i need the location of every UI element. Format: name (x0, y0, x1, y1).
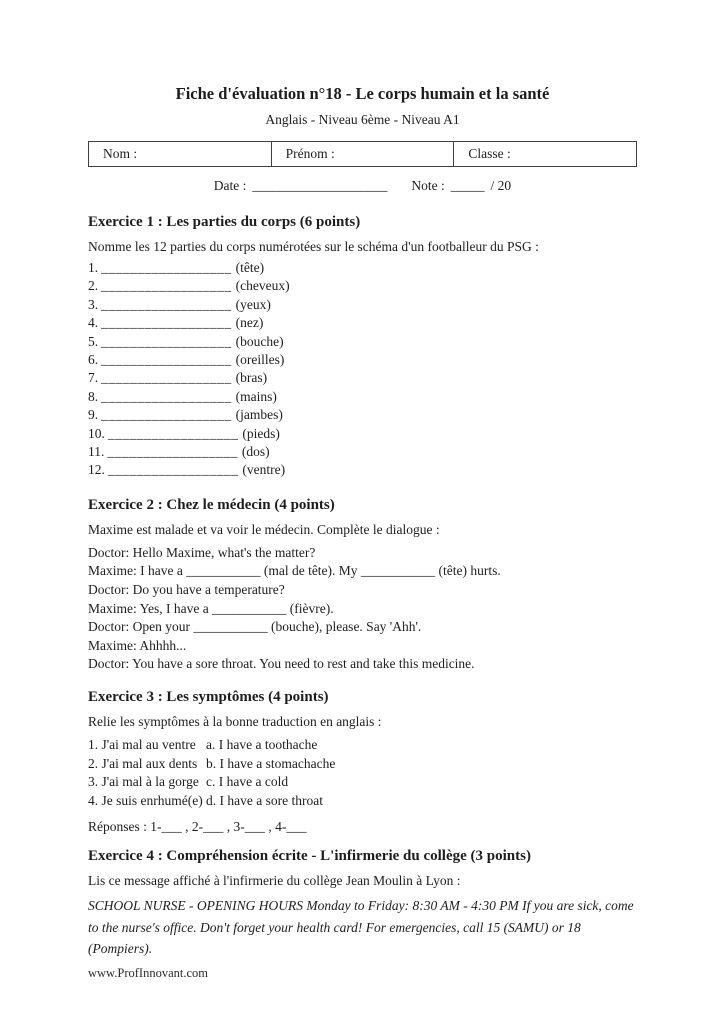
answer-blank: __________________ (107, 425, 239, 441)
answer-blank: __________________ (101, 296, 232, 312)
exercise2-intro: Maxime est malade et va voir le médecin. Complète le dialogue : (88, 521, 440, 537)
answer-blank: __________________ (107, 444, 238, 460)
footer-url: www.ProfInnovant.com (88, 966, 209, 980)
match-pair-row (88, 736, 637, 755)
item-number: 4. (88, 315, 99, 331)
exercise4-heading: Exercice 4 : Compréhension écrite - L'infirmerie du collège (3 points) (88, 848, 531, 865)
item-number: 12. (88, 462, 105, 478)
matching-list (88, 736, 637, 810)
item-number: 10. (88, 425, 105, 441)
exercise3-intro: Relie les symptômes à la bonne traduction en anglais : (88, 714, 382, 730)
firstname-field: Prénom : (271, 142, 454, 166)
answer-blank: __________________ (107, 462, 239, 478)
body-part-row (88, 296, 637, 314)
answer-blank: __________________ (101, 278, 232, 294)
body-part-row (88, 333, 637, 351)
answer-blank: __________________ (101, 260, 232, 275)
answer-blank: __________________ (101, 352, 232, 368)
item-hint: (ventre) (242, 462, 286, 478)
item-hint: (bouche) (235, 333, 284, 349)
item-number: 7. (88, 370, 99, 386)
item-hint: (yeux) (235, 296, 271, 312)
nurse-message: SCHOOL NURSE - OPENING HOURS Monday to Friday: 8:30 AM - 4:30 PM If you are sick, come to the nurse's office. Don't forget your health card! For emergencies, call 15 (SAMU) or 18 (Pompiers). (88, 898, 634, 957)
item-number: 6. (88, 352, 99, 368)
match-left: 3. J'ai mal à la gorge (88, 774, 199, 790)
match-right: b. I have a stomachache (206, 755, 336, 771)
dialogue-line: Doctor: You have a sore throat. You need to rest and take this medicine. (88, 656, 475, 672)
body-part-row (88, 461, 637, 479)
match-pair-row (88, 792, 637, 811)
item-number: 1. (88, 260, 99, 275)
item-hint: (nez) (235, 315, 264, 331)
exercise2-heading: Exercice 2 : Chez le médecin (4 points) (88, 496, 335, 513)
page-title: Fiche d'évaluation n°18 - Le corps humain et la santé (175, 84, 550, 103)
dialogue-line: Maxime: Ahhhh... (88, 637, 187, 653)
answer-blank: __________________ (101, 315, 232, 331)
match-left: 2. J'ai mal aux dents (88, 755, 198, 771)
note-segment (411, 177, 511, 195)
item-hint: (cheveux) (235, 278, 290, 294)
item-number: 8. (88, 388, 99, 404)
note-total: / 20 (490, 178, 512, 193)
page-subtitle: Anglais - Niveau 6ème - Niveau A1 (265, 112, 460, 127)
item-number: 5. (88, 333, 99, 349)
item-hint: (dos) (241, 444, 270, 460)
match-right: a. I have a toothache (206, 737, 318, 753)
dialogue-line: Maxime: I have a ___________ (mal de tête). My ___________ (tête) hurts. (88, 563, 501, 579)
date-segment (214, 177, 388, 195)
dialogue-line: Doctor: Open your ___________ (bouche), please. Say 'Ahh'. (88, 619, 422, 635)
match-right: c. I have a cold (206, 774, 289, 790)
match-left: 4. Je suis enrhumé(e) (88, 792, 203, 808)
answer-blank: __________________ (101, 333, 232, 349)
date-label: Date : (213, 178, 247, 193)
match-right: d. I have a sore throat (206, 792, 323, 808)
note-blank: _____ (450, 178, 485, 193)
body-part-row (88, 351, 637, 369)
item-hint: (jambes) (235, 407, 283, 423)
match-pair-row (88, 755, 637, 774)
item-number: 3. (88, 296, 99, 312)
answers-line: Réponses : 1-___ , 2-___ , 3-___ , 4-___ (88, 819, 307, 835)
exercise1-intro: Nomme les 12 parties du corps numérotées sur le schéma d'un footballeur du PSG : (88, 239, 539, 254)
student-info-table (88, 141, 637, 167)
item-hint: (mains) (235, 388, 277, 404)
body-part-row (88, 443, 637, 461)
date-note-row (88, 177, 637, 195)
body-part-row (88, 406, 637, 424)
dialogue-line: Maxime: Yes, I have a ___________ (fièvre). (88, 600, 334, 616)
match-left: 1. J'ai mal au ventre (88, 737, 196, 753)
body-part-row (88, 259, 637, 277)
body-part-row (88, 388, 637, 406)
class-field: Classe : (453, 142, 636, 166)
dialogue-line: Doctor: Do you have a temperature? (88, 582, 285, 598)
body-parts-list (88, 259, 637, 480)
match-pair-row (88, 773, 637, 792)
item-hint: (oreilles) (235, 352, 285, 368)
body-part-row (88, 277, 637, 295)
item-number: 2. (88, 278, 99, 294)
body-part-row (88, 425, 637, 443)
dialogue-line: Doctor: Hello Maxime, what's the matter? (88, 544, 316, 560)
exercise3-heading: Exercice 3 : Les symptômes (4 points) (88, 689, 329, 706)
body-part-row (88, 314, 637, 332)
answer-blank: __________________ (101, 407, 232, 423)
item-number: 11. (88, 444, 105, 460)
doctor-dialogue (88, 544, 637, 674)
answer-blank: __________________ (101, 370, 232, 386)
item-hint: (pieds) (242, 425, 280, 441)
note-label: Note : (411, 178, 445, 193)
item-hint: (tête) (235, 260, 265, 275)
item-number: 9. (88, 407, 99, 423)
date-blank: ____________________ (252, 178, 388, 193)
name-field: Nom : (103, 146, 138, 161)
answer-blank: __________________ (101, 388, 232, 404)
exercise4-intro: Lis ce message affiché à l'infirmerie du collège Jean Moulin à Lyon : (88, 873, 461, 889)
item-hint: (bras) (235, 370, 268, 386)
exercise1-heading: Exercice 1 : Les parties du corps (6 points) (88, 214, 361, 230)
body-part-row (88, 369, 637, 387)
